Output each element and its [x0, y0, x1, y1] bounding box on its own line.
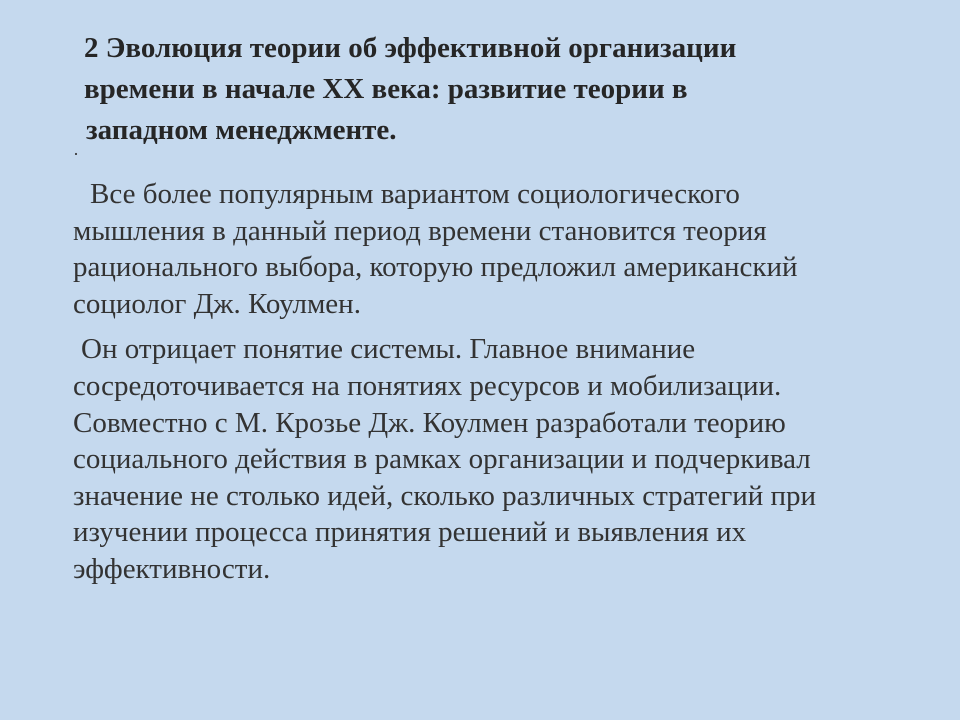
- slide-title-line: времени в начале XX века: развитие теории в: [84, 73, 688, 105]
- paragraph-line: социолог Дж. Коулмен.: [73, 287, 361, 320]
- paragraph-line: социального действия в рамках организации и подчеркивал: [73, 443, 811, 476]
- paragraph-line: мышления в данный период времени становится теория: [73, 214, 767, 247]
- slide-title-line: западном менеджменте.: [86, 114, 397, 146]
- separator-dot: ·: [73, 144, 79, 164]
- paragraph-line: Все более популярным вариантом социологического: [90, 178, 740, 210]
- paragraph-line: Совместно с М. Крозье Дж. Коулмен разработали теорию: [73, 406, 786, 439]
- paragraph-rational-choice: [73, 176, 913, 322]
- slide-title-line: 2 Эволюция теории об эффективной организации: [84, 32, 737, 64]
- paragraph-line: сосредоточивается на понятиях ресурсов и мобилизации.: [73, 369, 782, 402]
- slide-body: [73, 176, 913, 588]
- paragraph-line: эффективности.: [73, 552, 271, 585]
- paragraph-line: рационального выбора, которую предложил американский: [73, 251, 798, 284]
- paragraph-line: значение не столько идей, сколько различных стратегий при: [73, 479, 817, 512]
- slide-title: [84, 28, 864, 151]
- paragraph-line: Он отрицает понятие системы. Главное внимание: [81, 333, 696, 366]
- paragraph-coleman-crozier: [73, 331, 913, 587]
- paragraph-line: изучении процесса принятия решений и выявления их: [73, 516, 747, 549]
